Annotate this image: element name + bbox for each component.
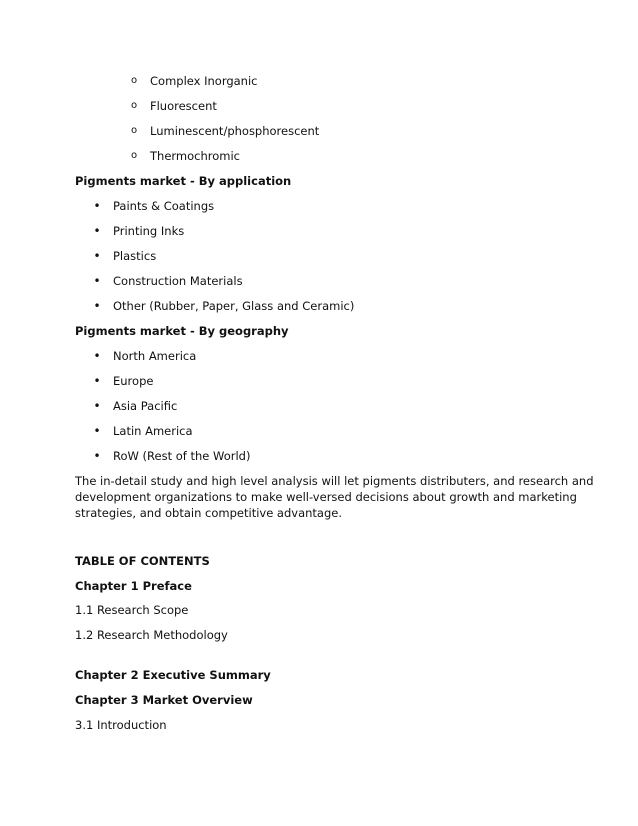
geography-item-text: Asia Pacific	[113, 399, 178, 413]
bullet-icon: •	[93, 399, 101, 413]
sub-list-item-text: Luminescent/phosphorescent	[150, 124, 320, 138]
toc-chapter-3: Chapter 3 Market Overview	[75, 693, 253, 707]
geography-item-text: Europe	[113, 374, 154, 388]
sub-list-item-text: Fluorescent	[150, 99, 217, 113]
summary-line: strategies, and obtain competitive advantage.	[75, 506, 343, 520]
summary-line: development organizations to make well-versed decisions about growth and marketing	[75, 490, 577, 504]
toc-title: TABLE OF CONTENTS	[75, 554, 210, 568]
toc-chapter-1: Chapter 1 Preface	[75, 579, 192, 593]
application-heading: Pigments market - By application	[75, 174, 292, 188]
toc-chapter-2: Chapter 2 Executive Summary	[75, 668, 271, 682]
application-item-text: Plastics	[113, 249, 157, 263]
bullet-icon: •	[93, 224, 101, 238]
bullet-icon: •	[93, 374, 101, 388]
summary-line: The in-detail study and high level analysis will let pigments distributers, and research and	[75, 474, 594, 488]
bullet-icon: •	[93, 299, 101, 313]
bullet-icon: •	[93, 274, 101, 288]
sub-list-item-text: Complex Inorganic	[150, 74, 258, 88]
application-item-text: Printing Inks	[113, 224, 185, 238]
application-item-text: Paints & Coatings	[113, 199, 215, 213]
toc-section-1-1: 1.1 Research Scope	[75, 603, 189, 617]
bullet-icon: •	[93, 349, 101, 363]
circle-bullet-icon: o	[130, 150, 138, 161]
application-item-text: Construction Materials	[113, 274, 243, 288]
bullet-icon: •	[93, 449, 101, 463]
bullet-icon: •	[93, 424, 101, 438]
circle-bullet-icon: o	[130, 125, 138, 136]
circle-bullet-icon: o	[130, 75, 138, 86]
geography-item-text: Latin America	[113, 424, 193, 438]
geography-item-text: North America	[113, 349, 197, 363]
sub-list-item-text: Thermochromic	[150, 149, 240, 163]
application-item-text: Other (Rubber, Paper, Glass and Ceramic)	[113, 299, 355, 313]
geography-heading: Pigments market - By geography	[75, 324, 289, 338]
geography-item-text: RoW (Rest of the World)	[113, 449, 251, 463]
bullet-icon: •	[93, 199, 101, 213]
bullet-icon: •	[93, 249, 101, 263]
toc-section-1-2: 1.2 Research Methodology	[75, 628, 228, 642]
toc-section-3-1: 3.1 Introduction	[75, 718, 167, 732]
circle-bullet-icon: o	[130, 100, 138, 111]
